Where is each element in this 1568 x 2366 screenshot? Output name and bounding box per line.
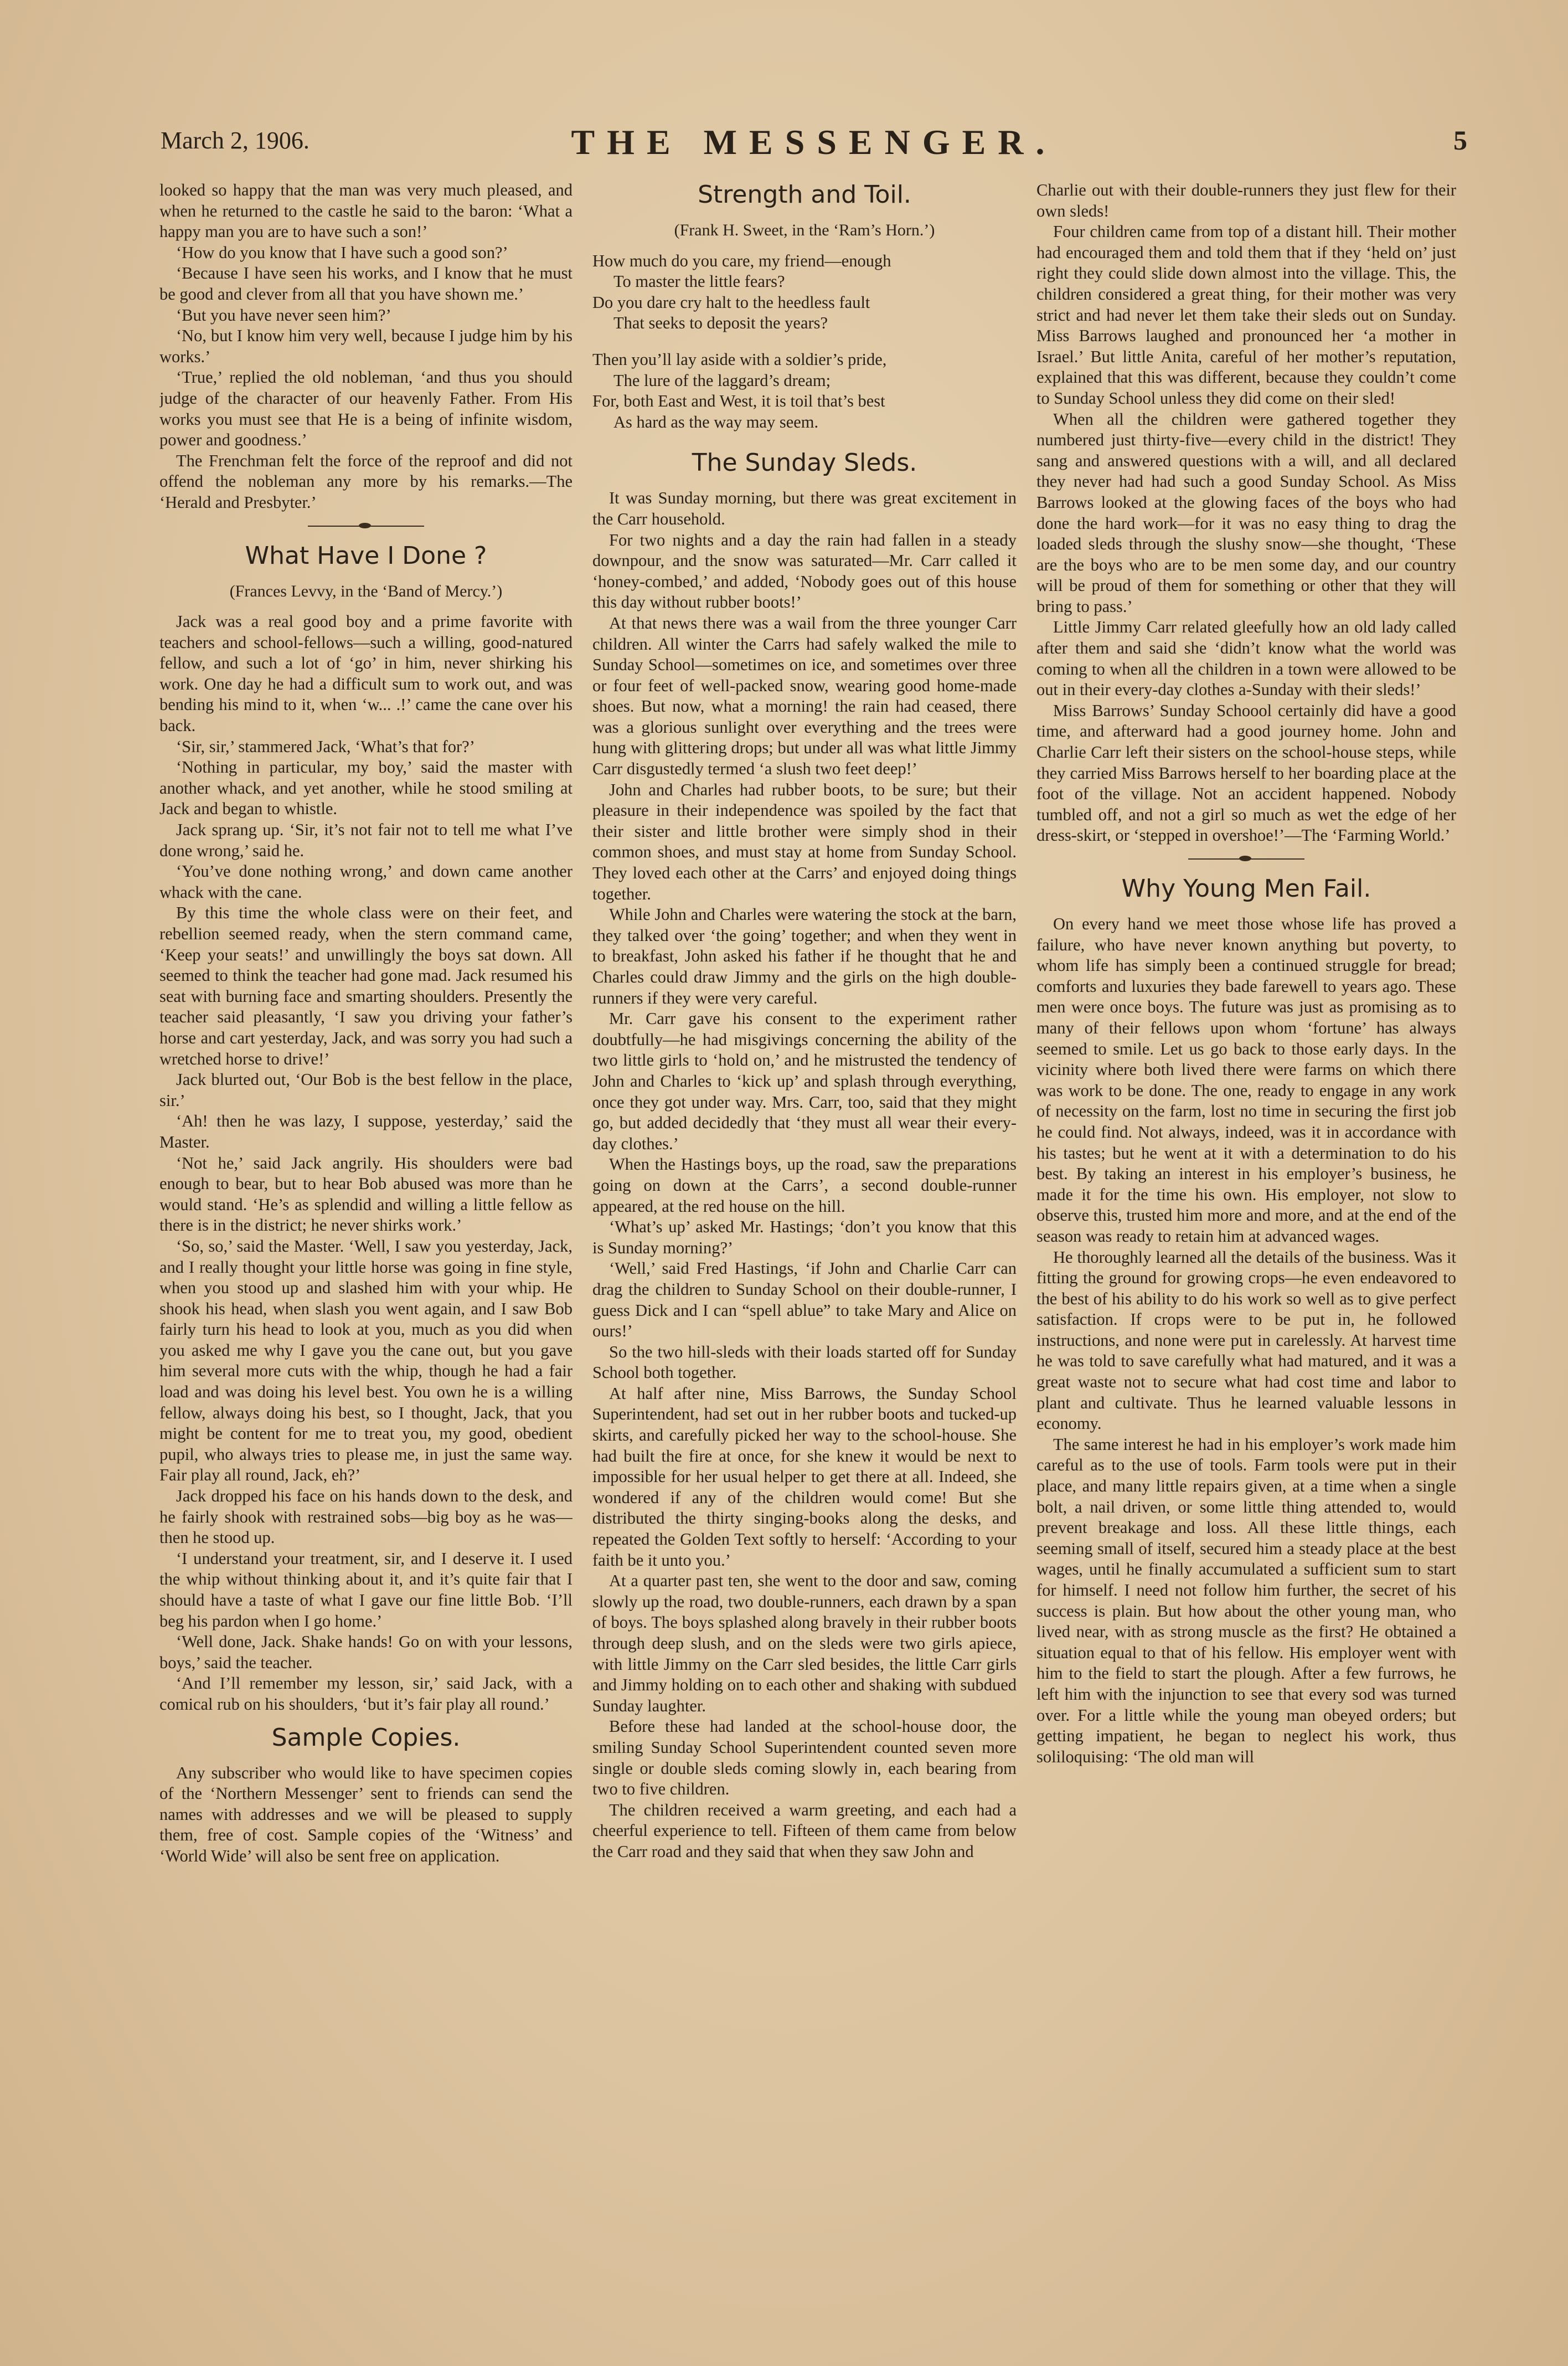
poem-line: Then you’ll lay aside with a soldier’s pride,	[592, 349, 887, 369]
article-credit: (Frank H. Sweet, in the ‘Ram’s Horn.’)	[674, 221, 935, 239]
article-title-sample-copies: Sample Copies.	[271, 1723, 461, 1752]
poem-line: Do you dare cry halt to the heedless fault	[592, 292, 870, 312]
column-left	[159, 180, 572, 2229]
poem-line: For, both East and West, it is toil that’s best	[592, 392, 885, 411]
paragraph: ‘And I’ll remember my lesson, sir,’ said Jack, with a comical rub on his shoulders, ‘but it’s fair play all round.’	[159, 1674, 572, 1714]
section-divider	[308, 523, 424, 529]
paragraph: Before these had landed at the school-house door, the smiling Sunday School Superintendent counted seven more single or double sleds coming slowly in, each bearing from two to five children.	[592, 1717, 1017, 1799]
paragraph: looked so happy that the man was very much pleased, and when he returned to the castle he said to the baron: ‘What a happy man you are to have such a son!’	[159, 181, 572, 241]
article-credit: (Frances Levvy, in the ‘Band of Mercy.’)	[229, 582, 503, 600]
paragraph: John and Charles had rubber boots, to be sure; but their pleasure in their independence was spoiled by the fact that their sister and little brother were simply shod in their common shoes, and must stay at home from Sunday School. They loved each other at the Carrs’ and enjoyed doing things together.	[592, 780, 1017, 903]
paragraph: Any subscriber who would like to have specimen copies of the ‘Northern Messenger’ sent to friends can send the names with addresses and we will be pleased to supply them, free of cost. Sample copies of the ‘Witness’ and ‘World Wide’ will also be sent free on application.	[159, 1763, 572, 1865]
newspaper-title: THE MESSENGER.	[571, 122, 1057, 162]
paragraph: ‘But you have never seen him?’	[176, 305, 391, 325]
paragraph: Four children came from top of a distant hill. Their mother had encouraged them and told them that if they ‘held on’ just right they could slide down almost into the village. This, the children considered a great thing, for their mother was very strict and had never let them take their sleds out on Sunday. Miss Barrows laughed and pronounced her ‘a mother in Israel.’ But little Anita, careful of her mother’s reputation, explained that this was different, because they couldn’t come to Sunday School unless they did come on their sled!	[1036, 222, 1456, 408]
paragraph: ‘What’s up’ asked Mr. Hastings; ‘don’t you know that this is Sunday morning?’	[592, 1217, 1017, 1257]
paragraph: ‘How do you know that I have such a good son?’	[176, 243, 508, 262]
paragraph: Little Jimmy Carr related gleefully how an old lady called after them and said she ‘didn’t know what the world was coming to when all the children in a town were allowed to be out in their every-day clothes a-Sunday with their sleds!’	[1036, 618, 1456, 699]
paragraph: It was Sunday morning, but there was great excitement in the Carr household.	[592, 488, 1017, 528]
paragraph: ‘Not he,’ said Jack angrily. His shoulders were bad enough to bear, but to hear Bob abused was more than he would stand. ‘He’s as splendid and willing a little fellow as there is in the district; he never shirks work.’	[159, 1153, 572, 1235]
paragraph: ‘Well done, Jack. Shake hands! Go on with your lessons, boys,’ said the teacher.	[159, 1632, 572, 1672]
paragraph: Jack was a real good boy and a prime favorite with teachers and school-fellows—such a willing, good-natured fellow, and such a lot of ‘go’ in him, never shirking his work. One day he had a difficult sum to work out, and was bending his mind to it, when ‘w... .!’ came the cane over his back.	[159, 612, 572, 735]
paragraph: He thoroughly learned all the details of the business. Was it fitting the ground for growing crops—he even endeavored to the best of his ability to do his work so well as to give perfect satisfaction. If crops were to be put in, he followed instructions, and none were put in carelessly. At harvest time he was told to save carefully what had matured, and it was a great waste not to secure what had cost time and labor to plant and cultivate. Thus he learned valuable lessons in economy.	[1036, 1247, 1456, 1433]
paragraph: ‘So, so,’ said the Master. ‘Well, I saw you yesterday, Jack, and I really thought your little horse was going in fine style, when you stood up and slashed him with your whip. He shook his head, when slash you went again, and I saw Bob fairly turn his head to look at you, much as you did when you asked me why I gave you the cane out, but you gave him several more cuts with the whip, though he had a fair load and was doing his level best. You own he is a willing fellow, always doing his best, so I thought, Jack, that you might be content for me to treat you, my good, obedient pupil, who always tries to please me, in just the same way. Fair play all round, Jack, eh?’	[159, 1236, 572, 1485]
paragraph: ‘Because I have seen his works, and I know that he must be good and clever from all that you have shown me.’	[159, 264, 572, 304]
paragraph: When the Hastings boys, up the road, saw the preparations going on down at the Carrs’, a second double-runner appeared, at the red house on the hill.	[592, 1155, 1017, 1216]
poem-line: To master the little fears?	[613, 272, 785, 291]
paragraph: While John and Charles were watering the stock at the barn, they talked over ‘the going’ together; and when they went in to breakfast, John asked his father if he thought that he and Charles could draw Jimmy and the girls on the high double-runners if they were very careful.	[592, 905, 1017, 1007]
article-title-why-young-men-fail: Why Young Men Fail.	[1121, 875, 1371, 903]
paragraph: Jack blurted out, ‘Our Bob is the best fellow in the place, sir.’	[159, 1070, 572, 1110]
poem-stanza	[592, 349, 1017, 433]
column-middle	[592, 180, 1017, 2229]
article-title-what-have-i-done: What Have I Done ?	[245, 541, 487, 570]
issue-date: March 2, 1906.	[161, 127, 310, 154]
paragraph: Mr. Carr gave his consent to the experiment rather doubtfully—he had misgivings concerning the ability of the two little girls to ‘hold on,’ and he mistrusted the tendency of John and Charles to ‘kick up’ and splash through everything, once they got under way. Mrs. Carr, too, said that they might go, but added decidedly that ‘they must all wear their every-day clothes.’	[592, 1009, 1017, 1153]
column-right	[1036, 180, 1456, 2229]
paragraph: Jack dropped his face on his hands down to the desk, and he fairly shook with restrained sobs—big boy as he was—then he stood up.	[159, 1487, 572, 1547]
section-divider	[1188, 856, 1304, 862]
paragraph: ‘True,’ replied the old nobleman, ‘and thus you should judge of the character of our heavenly Father. From His works you must see that He is a being of infinite wisdom, power and goodness.’	[159, 368, 572, 450]
paragraph: ‘Nothing in particular, my boy,’ said the master with another whack, and yet another, while he stood smiling at Jack and began to whistle.	[159, 758, 572, 819]
poem-line: How much do you care, my friend—enough	[592, 251, 891, 270]
poem	[592, 251, 1017, 433]
paragraph: The children received a warm greeting, and each had a cheerful experience to tell. Fifteen of them came from below the Carr road and they said that when they saw John and	[592, 1800, 1017, 1861]
paragraph: At half after nine, Miss Barrows, the Sunday School Superintendent, had set out in her rubber boots and tucked-up skirts, and carefully picked her way to the school-house. She had built the fire at once, for she knew it would be next to impossible for her usual helper to get there at all. Indeed, she wondered if any of the children would come! But she distributed the thirty singing-books along the desks, and repeated the Golden Text softly to herself: ‘According to your faith be it unto you.’	[592, 1383, 1017, 1570]
paragraph: The same interest he had in his employer’s work made him careful as to the use of tools. Farm tools were put in their place, and many little repairs given, at a time when a single bolt, a nail driven, or some little thing attended to, would prevent breakage and loss. All these little things, each seeming small of itself, secured him a steady place at the best wages, until he finally accumulated a sufficient sum to start for himself. I need not follow him further, the secret of his success is plain. But how about the other young man, who lived near, with as strong muscle as the first? He obtained a situation equal to that of his fellow. His employer went with him to the field to start the plough. After a few furrows, he left him with the injunction to see that every sod was turned over. For a little while the young man obeyed orders; but getting impatient, he began to neglect his work, thus soliloquising: ‘The old man will	[1036, 1434, 1456, 1766]
paragraph: ‘I understand your treatment, sir, and I deserve it. I used the whip without thinking about it, and it’s quite fair that I should have a taste of what I gave our fine little Bob. ‘I’ll beg his pardon when I go home.’	[159, 1549, 572, 1631]
paragraph: ‘Well,’ said Fred Hastings, ‘if John and Charlie Carr can drag the children to Sunday School on their double-runner, I guess Dick and I can “spell ablue” to take Mary and Alice on ours!’	[592, 1259, 1017, 1341]
poem-line: As hard as the way may seem.	[613, 412, 819, 431]
paragraph: Miss Barrows’ Sunday Schoool certainly did have a good time, and afterward had a good journey home. John and Charlie Carr left their sisters on the school-house steps, while they carried Miss Barrows herself to her boarding place at the foot of the village. Not an accident happened. Nobody tumbled off, and not a girl so much as wet the edge of her dress-skirt, or ‘stepped in overshoe!’—The ‘Farming World.’	[1036, 701, 1456, 845]
paragraph: When all the children were gathered together they numbered just thirty-five—every child in the district! They sang and answered questions with a will, and all declared they never had had such a good Sunday School. As Miss Barrows looked at the glowing faces of the boys who had done the hard work—for it was no easy thing to drag the loaded sleds through the slushy snow—she thought, ‘These are the boys who are to be men some day, and our country will be proud of them for something or other that they will bring to pass.’	[1036, 409, 1456, 616]
poem-stanza	[592, 251, 1017, 334]
paragraph: At that news there was a wail from the three younger Carr children. All winter the Carrs had safely walked the mile to Sunday School—sometimes on ice, and sometimes over three or four feet of well-packed snow, wearing good home-made shoes. But now, what a morning! the rain had ceased, there was a glorious sunlight over everything and the trees were hung with glittering drops; but under all was what little Jimmy Carr disgustedly termed ‘a slush two feet deep!’	[592, 613, 1017, 779]
paragraph: By this time the whole class were on their feet, and rebellion seemed ready, when the stern command came, ‘Keep your seats!’ and unwillingly the boys sat down. All seemed to think the teacher had gone mad. Jack resumed his seat with burning face and smarting shoulders. Presently the teacher said pleasantly, ‘I saw you driving your father’s horse and cart yesterday, Jack, and was sorry you had such a wretched horse to drive!’	[159, 903, 572, 1068]
paragraph: Jack sprang up. ‘Sir, it’s not fair not to tell me what I’ve done wrong,’ said he.	[159, 820, 572, 860]
article-title-sunday-sleds: The Sunday Sleds.	[692, 449, 917, 477]
paragraph: ‘Sir, sir,’ stammered Jack, ‘What’s that for?’	[176, 737, 475, 756]
paragraph: So the two hill-sleds with their loads started off for Sunday School both together.	[592, 1342, 1017, 1382]
paragraph: The Frenchman felt the force of the reproof and did not offend the nobleman any more by his remarks.—The ‘Herald and Presbyter.’	[159, 451, 572, 512]
paragraph: For two nights and a day the rain had fallen in a steady downpour, and the snow was saturated—Mr. Carr called it ‘honey-combed,’ and added, ‘Nobody goes out of this house this day without rubber boots!’	[592, 530, 1017, 612]
poem-line: The lure of the laggard’s dream;	[613, 371, 831, 390]
paragraph: On every hand we meet those whose life has proved a failure, who have never known anything but poverty, to whom life has simply been a continued struggle for bread; comforts and luxuries they bade farewell to years ago. These men were once boys. The future was just as promising as to many of their fellows upon whom ‘fortune’ has always seemed to smile. Let us go back to those early days. In the vicinity where both lived there were farms on which there was work to be done. The one, ready to engage in any work of necessity on the farm, lost no time in securing the first job he could find. Not always, indeed, was it in accordance with his tastes; but he went at it with a determination to do his best. By taking an interest in his employer’s business, he made it for the time his own. His employer, not slow to observe this, trusted him more and more, and at the end of the season was ready to retain him at advanced wages.	[1036, 914, 1456, 1246]
paragraph: Charlie out with their double-runners they just flew for their own sleds!	[1036, 181, 1456, 220]
masthead	[161, 122, 1467, 166]
article-title-strength-and-toil: Strength and Toil.	[698, 181, 911, 209]
paragraph: ‘No, but I know him very well, because I judge him by his works.’	[159, 326, 572, 366]
poem-line: That seeks to deposit the years?	[613, 313, 828, 333]
paragraph: ‘Ah! then he was lazy, I suppose, yesterday,’ said the Master.	[159, 1112, 572, 1151]
paragraph: At a quarter past ten, she went to the door and saw, coming slowly up the road, two double-runners, each drawn by a span of boys. The boys splashed along bravely in their rubber boots through deep slush, and on the sleds were two girls apiece, with little Jimmy on the Carr sled besides, the little Carr girls and Jimmy holding on to each other and shaking with subdued Sunday laughter.	[592, 1571, 1017, 1715]
paragraph: ‘You’ve done nothing wrong,’ and down came another whack with the cane.	[159, 862, 572, 902]
page-number: 5	[1453, 125, 1467, 156]
